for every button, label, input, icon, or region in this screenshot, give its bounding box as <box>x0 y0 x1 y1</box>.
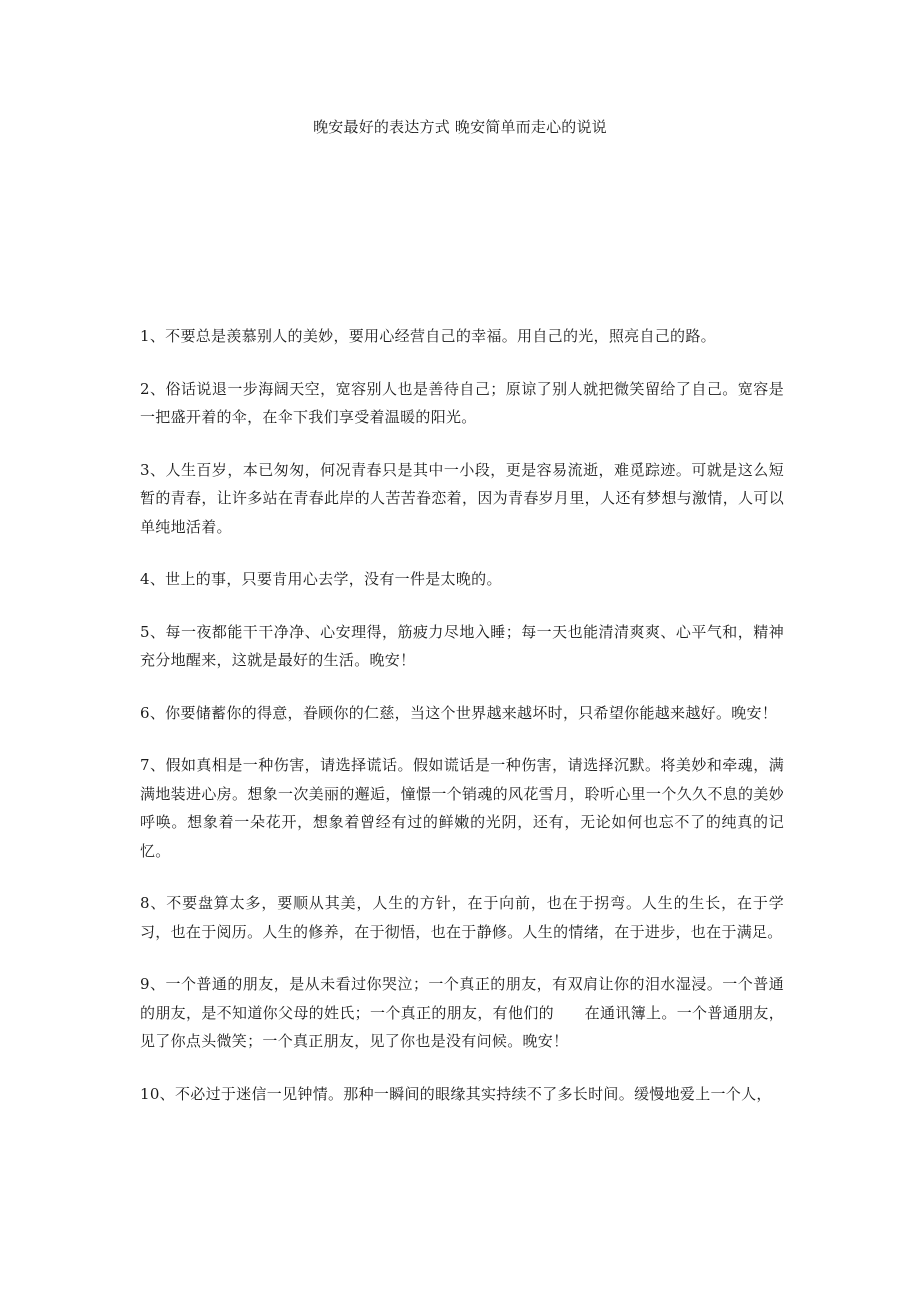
paragraph-7: 7、假如真相是一种伤害，请选择谎话。假如谎话是一种伤害，请选择沉默。将美妙和牵魂，满满地装进心房。想象一次美丽的邂逅，憧憬一个销魂的风花雪月，聆听心里一个久久不息的美妙呼唤。想象着一朵花开，想象着曾经有过的鲜嫩的光阴，还有，无论如何也忘不了的纯真的记忆。 <box>140 756 784 860</box>
paragraph-2: 2、俗话说退一步海阔天空，宽容别人也是善待自己；原谅了别人就把微笑留给了自己。宽容是一把盛开着的伞，在伞下我们享受着温暖的阳光。 <box>140 379 784 426</box>
document-title: 晚安最好的表达方式 晚安简单而走心的说说 <box>313 118 607 136</box>
paragraph-6: 6、你要储蓄你的得意，眷顾你的仁慈，当这个世界越来越坏时，只希望你能越来越好。晚安！ <box>140 703 778 722</box>
paragraph-9: 9、一个普通的朋友，是从未看过你哭泣；一个真正的朋友，有双肩让你的泪水湿浸。一个普通的朋友，是不知道你父母的姓氏；一个真正的朋友，有他们的 在通讯簿上。一个普通朋友，见了你点头微笑；一个真正朋友，见了你也是没有问候。晚安！ <box>140 975 784 1050</box>
paragraph-8: 8、不要盘算太多，要顺从其美，人生的方针，在于向前，也在于拐弯。人生的生长，在于学习，也在于阅历。人生的修养，在于彻悟，也在于静修。人生的情绪，在于进步，也在于满足。 <box>140 894 784 941</box>
paragraph-1: 1、不要总是羡慕别人的美妙，要用心经营自己的幸福。用自己的光，照亮自己的路。 <box>140 327 716 345</box>
paragraph-3: 3、人生百岁，本已匆匆，何况青春只是其中一小段，更是容易流逝，难觅踪迹。可就是这么短暂的青春，让许多站在青春此岸的人苦苦眷恋着，因为青春岁月里，人还有梦想与激情，人可以单纯地活着。 <box>140 460 784 536</box>
paragraph-list <box>140 322 784 1132</box>
paragraph-4: 4、世上的事，只要肯用心去学，没有一件是太晚的。 <box>140 570 502 588</box>
paragraph-10: 10、不必过于迷信一见钟情。那种一瞬间的眼缘其实持续不了多长时间。缓慢地爱上一个人， <box>140 1084 772 1103</box>
paragraph-5: 5、每一夜都能干干净净、心安理得，筋疲力尽地入睡；每一天也能清清爽爽、心平气和，精神充分地醒来，这就是最好的生活。晚安！ <box>140 622 784 669</box>
